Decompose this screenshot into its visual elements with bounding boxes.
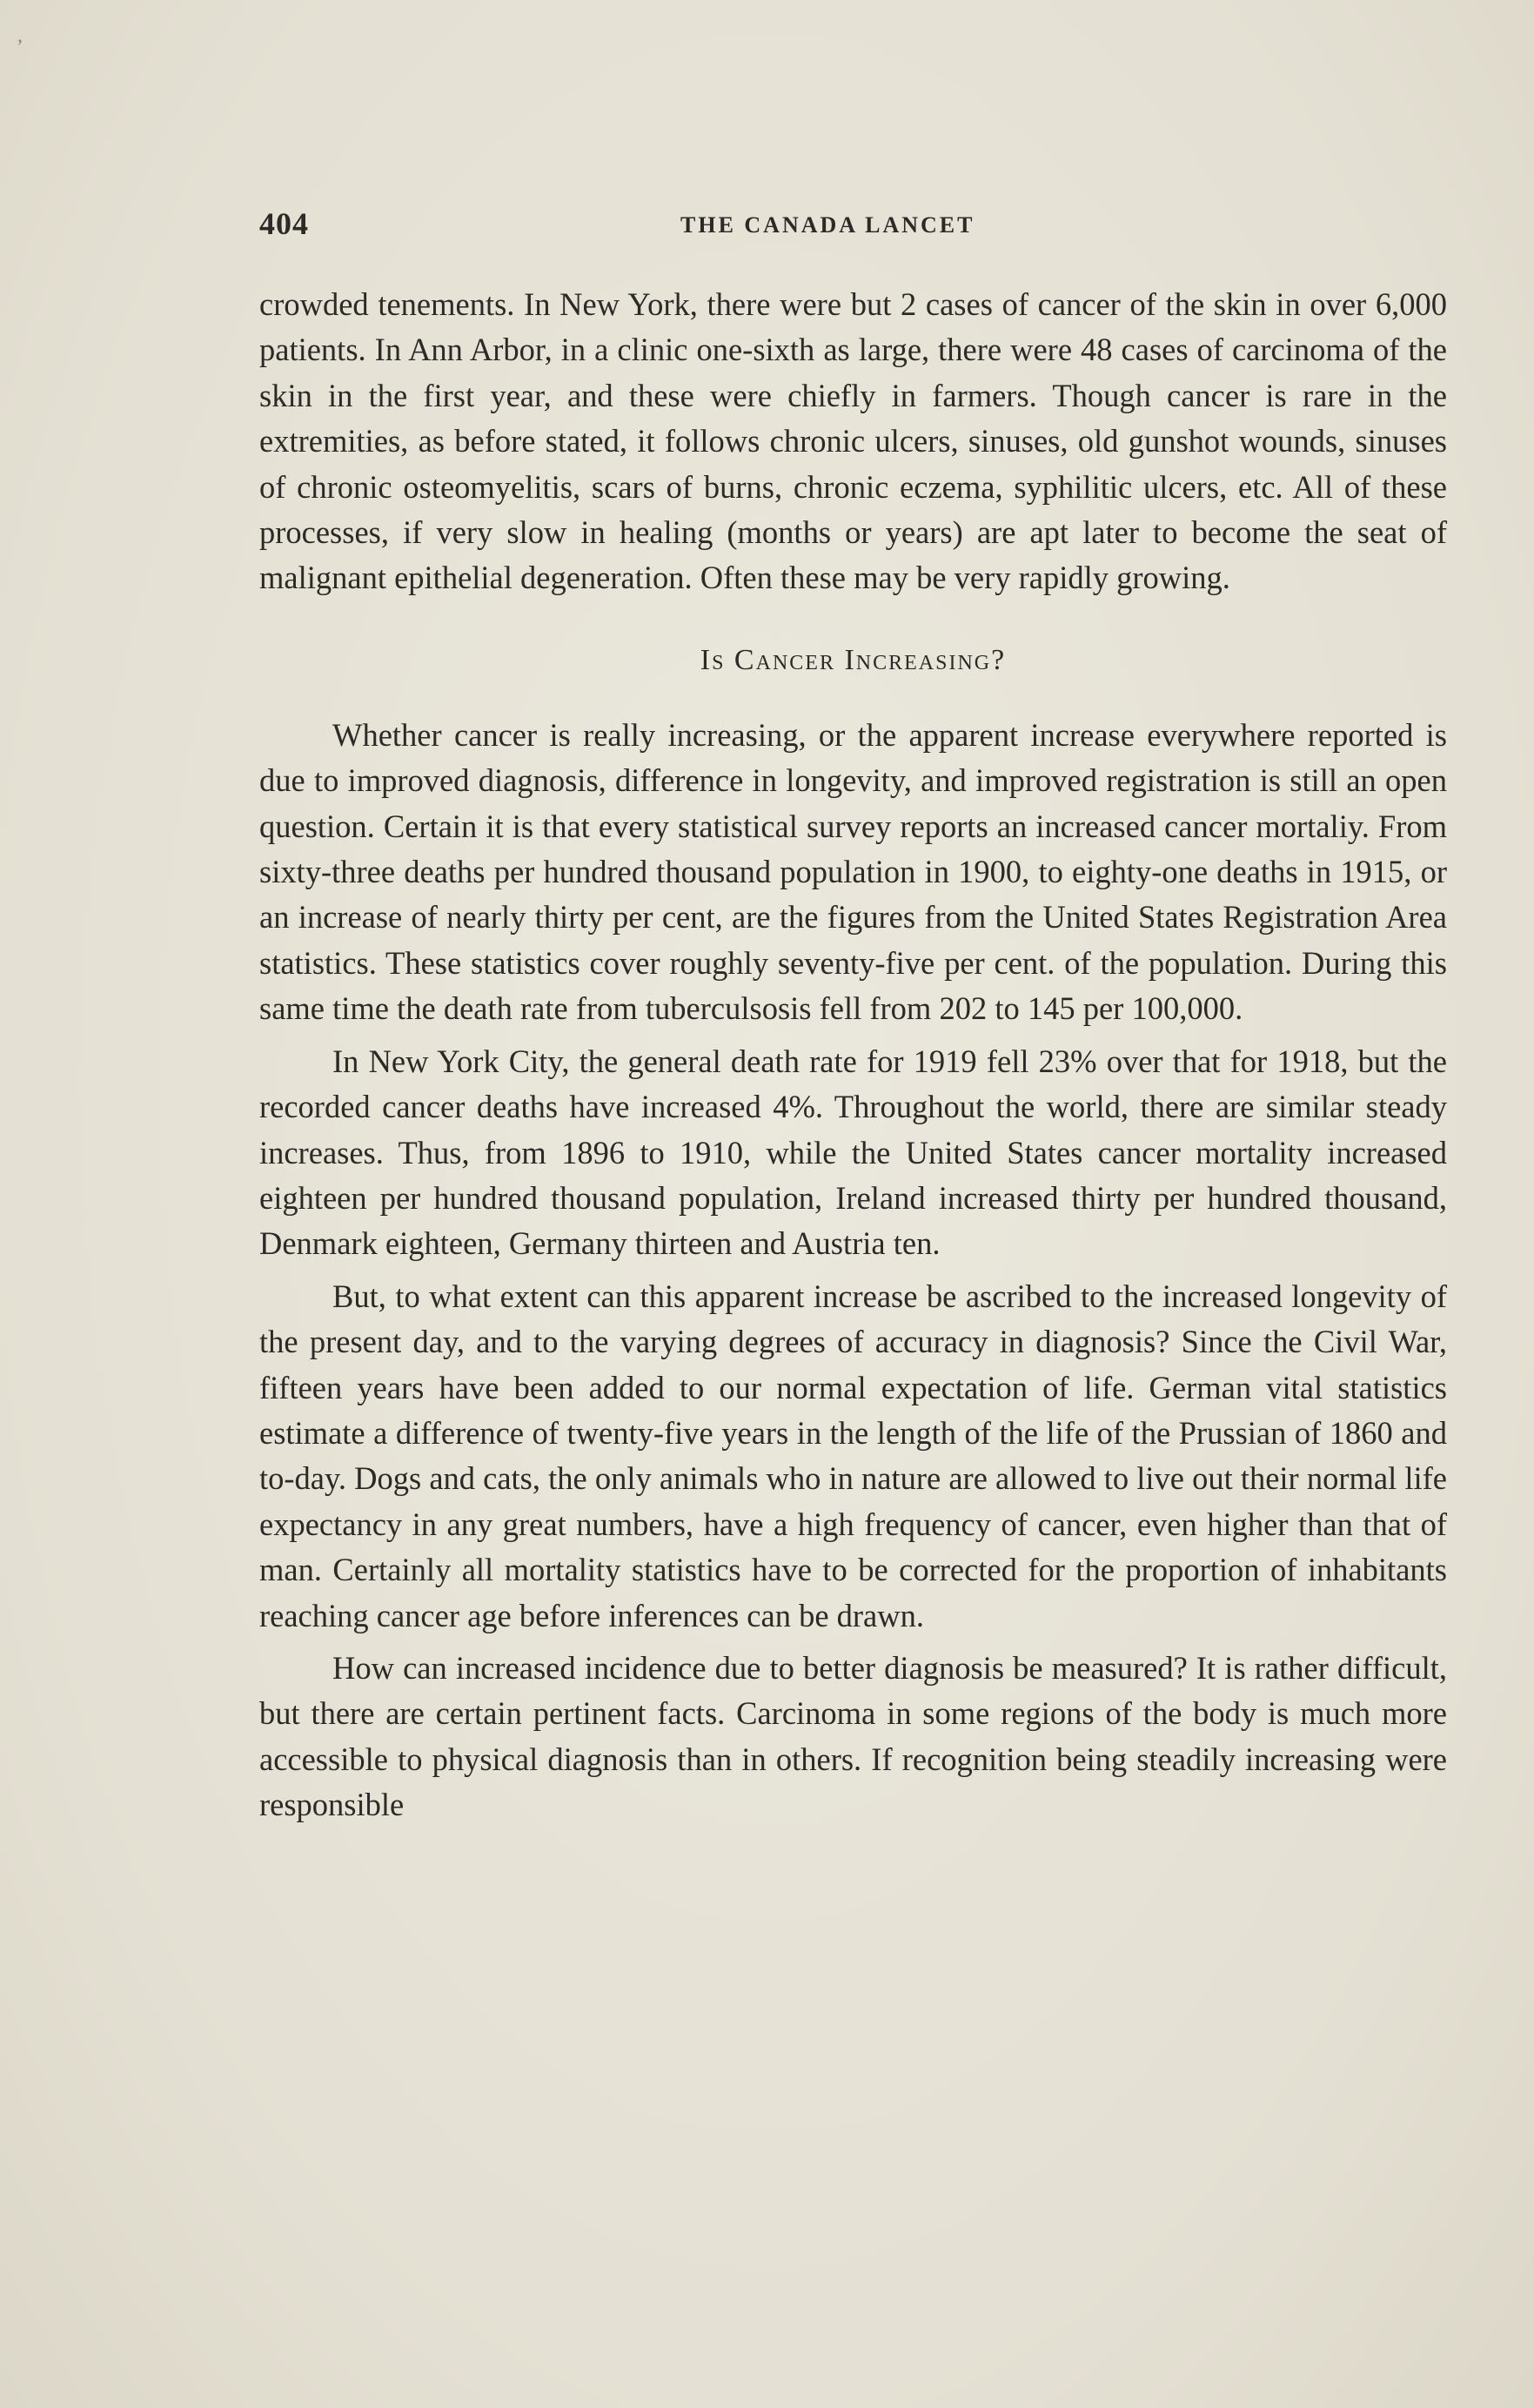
page-number: 404 — [259, 206, 309, 241]
paragraph-2: Whether cancer is really increasing, or the apparent increase everywhere reported is due to improved diagnosis, difference in longevity, and improved registration is still an open question. Certain it is that every statistical survey reports an increased cancer mortaliy. From sixty-three deaths per hundred thousand population in 1900, to eighty-one deaths in 1915, or an increase of nearly thirty per cent, are the figures from the United States Registration Area statistics. These statistics cover roughly seventy-five per cent. of the population. During this same time the death rate from tuberculsosis fell from 202 to 145 per 100,000. — [259, 716, 1447, 1027]
margin-speck: , — [17, 24, 23, 47]
page-header — [259, 205, 1460, 249]
body-text — [259, 282, 1447, 1828]
paragraph-5: How can increased incidence due to better diagnosis be measured? It is rather difficult, but there are certain pertinent facts. Carcinoma in some regions of the body is much more accessible to physical diagnosis than in others. If recognition being steadily increasing were responsible — [259, 1649, 1447, 1823]
section-heading: Is Cancer Increasing? — [700, 643, 1007, 676]
paragraph-4: But, to what extent can this apparent increase be ascribed to the increased longevity of the present day, and to the varying degrees of accuracy in diagnosis? Since the Civil War, fifteen years have been added to our normal expectation of life. German vital statistics estimate a difference of twenty-five years in the length of the life of the Prussian of 1860 and to-day. Dogs and cats, the only animals who in nature are allowed to live out their normal life expectancy in any great numbers, have a high frequency of cancer, even higher than that of man. Certainly all mortality statistics have to be corrected for the proportion of inhabitants reaching cancer age before inferences can be drawn. — [259, 1278, 1447, 1633]
running-title: THE CANADA LANCET — [680, 212, 975, 238]
paragraph-3: In New York City, the general death rate for 1919 fell 23% over that for 1918, but the recorded cancer deaths have increased 4%. Throughout the world, there are similar steady increases. Thus, from 1896 to 1910, while the United States cancer mortality increased eighteen per hundred thousand population, Ireland increased thirty per hundred thousand, Denmark eighteen, Germany thirteen and Austria ten. — [259, 1043, 1447, 1262]
paragraph-1: crowded tenements. In New York, there were but 2 cases of cancer of the skin in over 6,000 patients. In Ann Arbor, in a clinic one-sixth as large, there were 48 cases of carcinoma of the skin in the first year, and these were chiefly in farmers. Though cancer is rare in the extremities, as before stated, it follows chronic ulcers, sinuses, old gunshot wounds, sinuses of chronic osteomyelitis, scars of burns, chronic eczema, syphilitic ulcers, etc. All of these processes, if very slow in healing (months or years) are apt later to become the seat of malignant epithelial degeneration. Often these may be very rapidly growing. — [259, 286, 1447, 596]
